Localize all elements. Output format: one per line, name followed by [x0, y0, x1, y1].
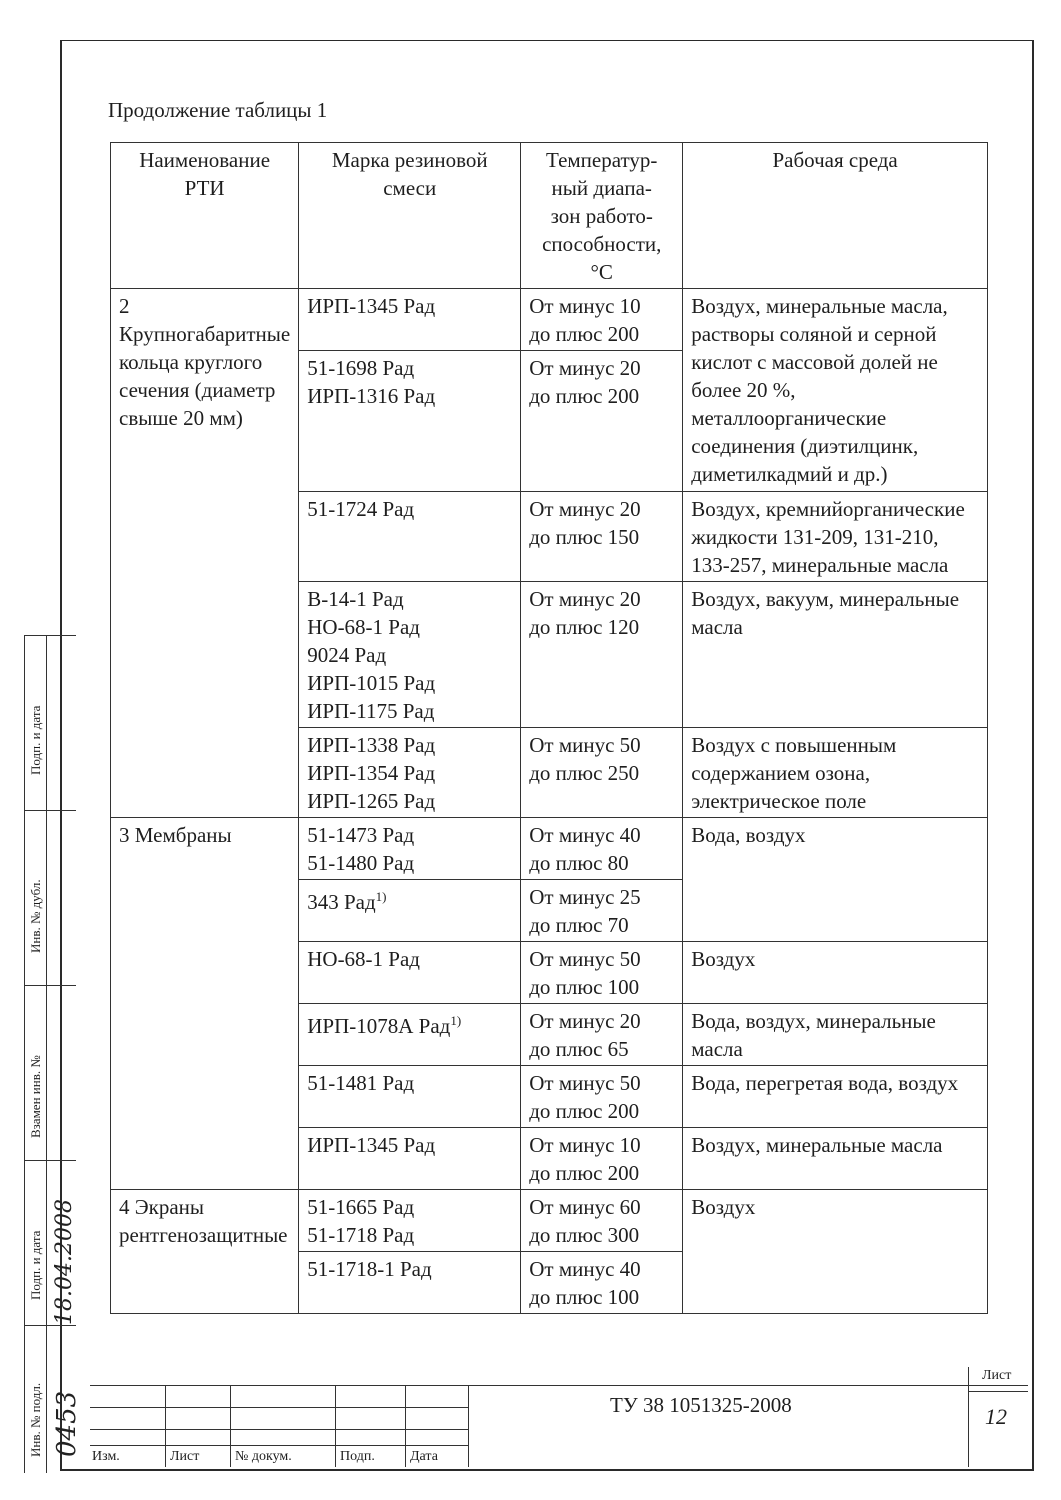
title-block	[90, 1385, 1028, 1467]
brand-cell: ИРП-1338 Рад ИРП-1354 Рад ИРП-1265 Рад	[299, 728, 521, 818]
medium-cell: Воздух	[683, 1190, 988, 1314]
table-header-row	[111, 143, 988, 289]
label-list: Лист	[170, 1449, 200, 1464]
label-data: Дата	[410, 1449, 438, 1464]
brand-cell: 51-1473 Рад 51-1480 Рад	[299, 818, 521, 880]
temp-cell: От минус 60 до плюс 300	[521, 1190, 683, 1252]
rubber-table	[110, 142, 988, 1314]
temp-cell: От минус 50 до плюс 200	[521, 1066, 683, 1128]
temp-cell: От минус 20 до плюс 65	[521, 1004, 683, 1066]
sheet-label: Лист	[982, 1368, 1012, 1383]
side-label-inv-podl: Инв. № подл.	[28, 1382, 43, 1457]
medium-cell: Вода, перегретая вода, воздух	[683, 1066, 988, 1128]
brand-cell: ИРП-1078А Рад$^{1)}$	[299, 1004, 521, 1066]
brand-cell: 51-1698 Рад ИРП-1316 Рад	[299, 351, 521, 492]
label-dokum: № докум.	[235, 1449, 292, 1464]
brand-cell: В-14-1 Рад НО-68-1 Рад 9024 Рад ИРП-1015 Рад ИРП-1175 Рад	[299, 582, 521, 728]
medium-cell: Воздух	[683, 942, 988, 1004]
header-name: Наименование РТИ	[111, 143, 299, 289]
temp-cell: От минус 25 до плюс 70	[521, 880, 683, 942]
sheet-number: 12	[985, 1404, 1007, 1429]
brand-cell: ИРП-1345 Рад	[299, 289, 521, 351]
temp-cell: От минус 40 до плюс 80	[521, 818, 683, 880]
brand-cell: 51-1481 Рад	[299, 1066, 521, 1128]
brand-cell: 343 Рад$^{1)}$	[299, 880, 521, 942]
group-name: 3 Мембраны	[111, 818, 299, 1190]
temp-cell: От минус 50 до плюс 100	[521, 942, 683, 1004]
temp-cell: От минус 20 до плюс 150	[521, 492, 683, 582]
brand-cell: 51-1724 Рад	[299, 492, 521, 582]
brand-cell: НО-68-1 Рад	[299, 942, 521, 1004]
footnote-mark: 1)	[450, 1013, 462, 1028]
medium-cell: Воздух, вакуум, минеральные масла	[683, 582, 988, 728]
table-row	[111, 1190, 988, 1252]
table-row	[111, 289, 988, 351]
side-label-podp-data: Подп. и дата	[28, 705, 43, 775]
group-name: 4 Экраны рентгенозащитные	[111, 1190, 299, 1314]
brand-cell: 51-1665 Рад 51-1718 Рад	[299, 1190, 521, 1252]
medium-cell: Вода, воздух	[683, 818, 988, 942]
table-row	[111, 818, 988, 880]
medium-cell: Вода, воздух, минеральные масла	[683, 1004, 988, 1066]
temp-cell: От минус 20 до плюс 120	[521, 582, 683, 728]
label-izm: Изм.	[92, 1449, 120, 1464]
side-label-inv-dubl: Инв. № дубл.	[28, 879, 43, 953]
header-temp: Температур- ный диапа- зон работо- способности, °С	[521, 143, 683, 289]
side-stamp	[24, 635, 82, 1473]
temp-cell: От минус 40 до плюс 100	[521, 1252, 683, 1314]
medium-cell: Воздух, кремнийорганические жидкости 131-209, 131-210, 133-257, минеральные масла	[683, 492, 988, 582]
brand-cell: ИРП-1345 Рад	[299, 1128, 521, 1190]
footnote-mark: 1)	[375, 889, 387, 904]
temp-cell: От минус 10 до плюс 200	[521, 1128, 683, 1190]
signature-date: 18.04.2008	[52, 1199, 77, 1325]
temp-cell: От минус 50 до плюс 250	[521, 728, 683, 818]
side-label-podp-data-2: Подп. и дата	[28, 1230, 43, 1300]
medium-cell: Воздух, минеральные масла	[683, 1128, 988, 1190]
header-medium: Рабочая среда	[683, 143, 988, 289]
temp-cell: От минус 20 до плюс 200	[521, 351, 683, 492]
medium-cell: Воздух, минеральные масла, растворы соляной и серной кислот с массовой долей не более 20 %, металлоорганические соединения (диэтилцинк, диметилкадмий и др.)	[683, 289, 988, 492]
group-name: 2 Крупногабаритные кольца круглого сечения (диаметр свыше 20 мм)	[111, 289, 299, 818]
side-label-vzamen: Взамен инв. №	[28, 1055, 43, 1138]
document-code: ТУ 38 1051325-2008	[610, 1393, 792, 1417]
inventory-number: 0453	[52, 1390, 82, 1457]
label-podp: Подп.	[340, 1449, 375, 1464]
brand-cell: 51-1718-1 Рад	[299, 1252, 521, 1314]
page-title: Продолжение таблицы 1	[108, 98, 328, 122]
medium-cell: Воздух с повышенным содержанием озона, электрическое поле	[683, 728, 988, 818]
temp-cell: От минус 10 до плюс 200	[521, 289, 683, 351]
header-brand: Марка резиновой смеси	[299, 143, 521, 289]
